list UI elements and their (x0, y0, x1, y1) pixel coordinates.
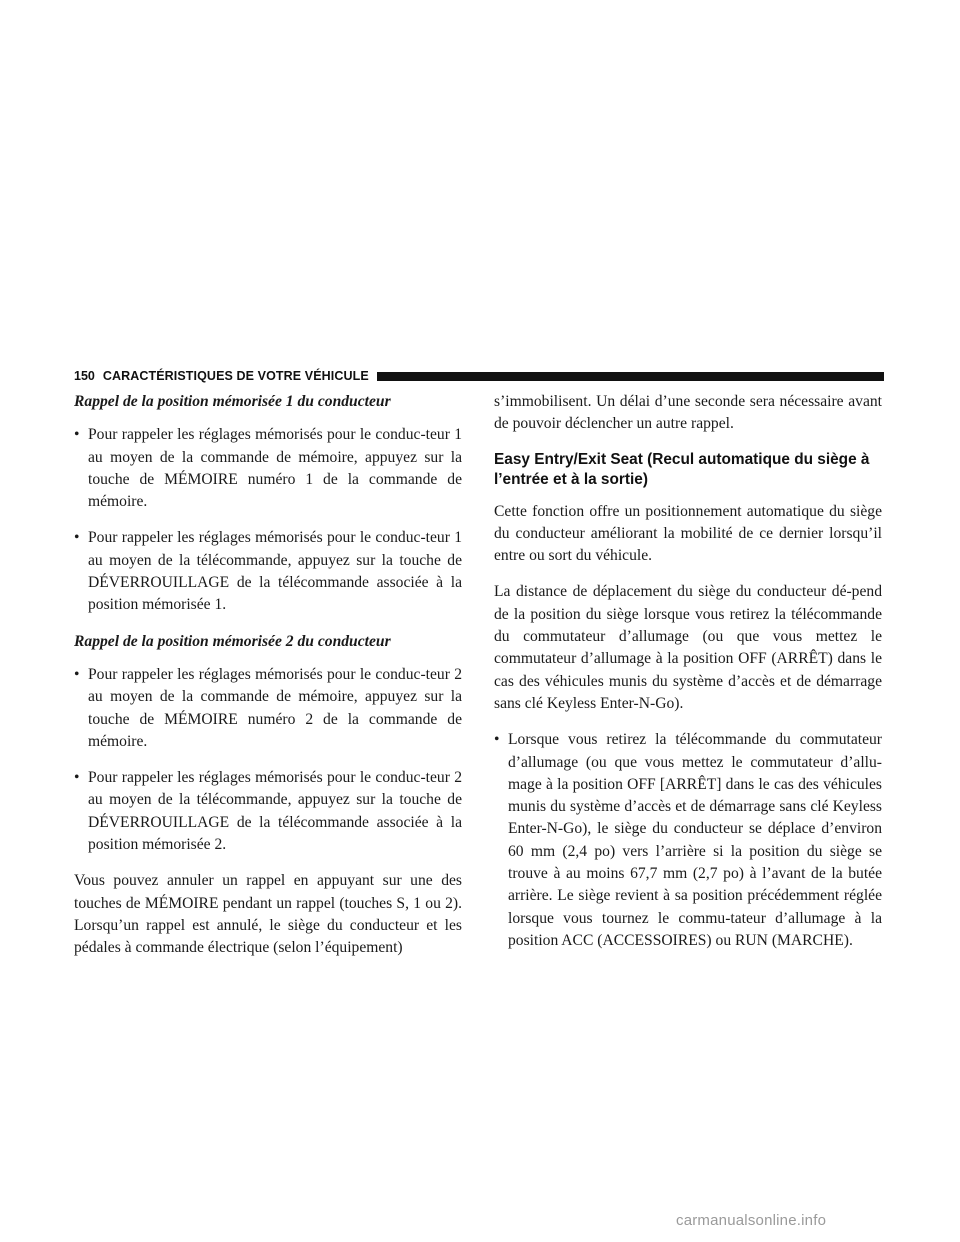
watermark: carmanualsonline.info (676, 1212, 827, 1229)
body-paragraph-continued: s’immobilisent. Un délai d’une seconde sera nécessaire avant de pouvoir déclencher un autre rappel. (494, 393, 882, 433)
list-item-text: Lorsque vous retirez la télécommande du commutateur d’allumage (ou que vous mettez le commutateur d’allu-mage à la position OFF [ARRÊT] dans le cas des véhicules munis du système d’accès et de démarrage sans clé Keyless Enter-N-Go), le siège du conducteur se déplace d’environ 60 mm (2,4 po) vers l’arrière si la position du siège se trouve à au moins 67,7 mm (2,7 po) à l’avant de la butée arrière. Le siège revient à sa position précédemment réglée lorsque vous tournez le commu-tateur d’allumage à la position ACC (ACCESSOIRES) ou RUN (MARCHE). (508, 731, 882, 949)
body-paragraph: Vous pouvez annuler un rappel en appuyant sur une des touches de MÉMOIRE pendant un rappel (touches S, 1 ou 2). Lorsqu’un rappel est annulé, le siège du conducteur et les pédales à commande électrique (selon l’équipement) (74, 872, 462, 957)
list-item-text: Pour rappeler les réglages mémorisés pour le conduc-teur 2 au moyen de la commande de mémoire, appuyez sur la touche de MÉMOIRE numéro 2 de la commande de mémoire. (88, 665, 462, 750)
bullet-icon: • (74, 426, 80, 444)
list-item-text: Pour rappeler les réglages mémorisés pour le conduc-teur 2 au moyen de la télécommande, appuyez sur la touche de DÉVERROUILLAGE de la télécommande associée à la position mémorisée 2. (88, 769, 462, 854)
right-column (494, 391, 882, 966)
page-header (74, 366, 884, 386)
body-paragraph: Cette fonction offre un positionnement automatique du siège du conducteur améliorant la mobilité de ce dernier lorsqu’il entre ou sort du véhicule. (494, 502, 882, 565)
list-item (494, 729, 882, 952)
subhead-driver-1: Rappel de la position mémorisée 1 du conducteur (74, 393, 391, 410)
list-item (74, 767, 462, 856)
subhead-driver-2: Rappel de la position mémorisée 2 du conducteur (74, 632, 391, 650)
section-heading: Easy Entry/Exit Seat (Recul automatique du siège à l’entrée et à la sortie) (494, 450, 870, 488)
list-item-text: Pour rappeler les réglages mémorisés pour le conduc-teur 1 au moyen de la commande de mémoire, appuyez sur la touche de MÉMOIRE numéro 1 de la commande de mémoire. (88, 426, 462, 511)
bullet-icon: • (74, 665, 80, 683)
bullet-icon: • (74, 769, 80, 787)
list-item (74, 664, 462, 753)
bullet-list-driver-1 (74, 424, 462, 616)
bullet-list-driver-2 (74, 664, 462, 856)
list-item-text: Pour rappeler les réglages mémorisés pour le conduc-teur 1 au moyen de la télécommande, appuyez sur la touche de DÉVERROUILLAGE de la télécommande associée à la position mémorisée 1. (88, 529, 462, 614)
bullet-icon: • (494, 731, 500, 749)
header-rule (377, 372, 884, 381)
bullet-icon: • (74, 529, 80, 547)
page-number: 150 (74, 369, 95, 383)
body-paragraph: La distance de déplacement du siège du conducteur dé-pend de la position du siège lorsque vous retirez la télécommande du commutateur d’allumage (ou que vous mettez le commutateur d’allumage à la position OFF (ARRÊT) dans le cas des véhicules munis du système d’accès et de démarrage sans clé Keyless Enter-N-Go). (494, 583, 882, 712)
list-item (74, 424, 462, 513)
bullet-list (494, 729, 882, 952)
section-title: CARACTÉRISTIQUES DE VOTRE VÉHICULE (102, 369, 369, 383)
left-column (74, 391, 462, 974)
list-item (74, 527, 462, 616)
